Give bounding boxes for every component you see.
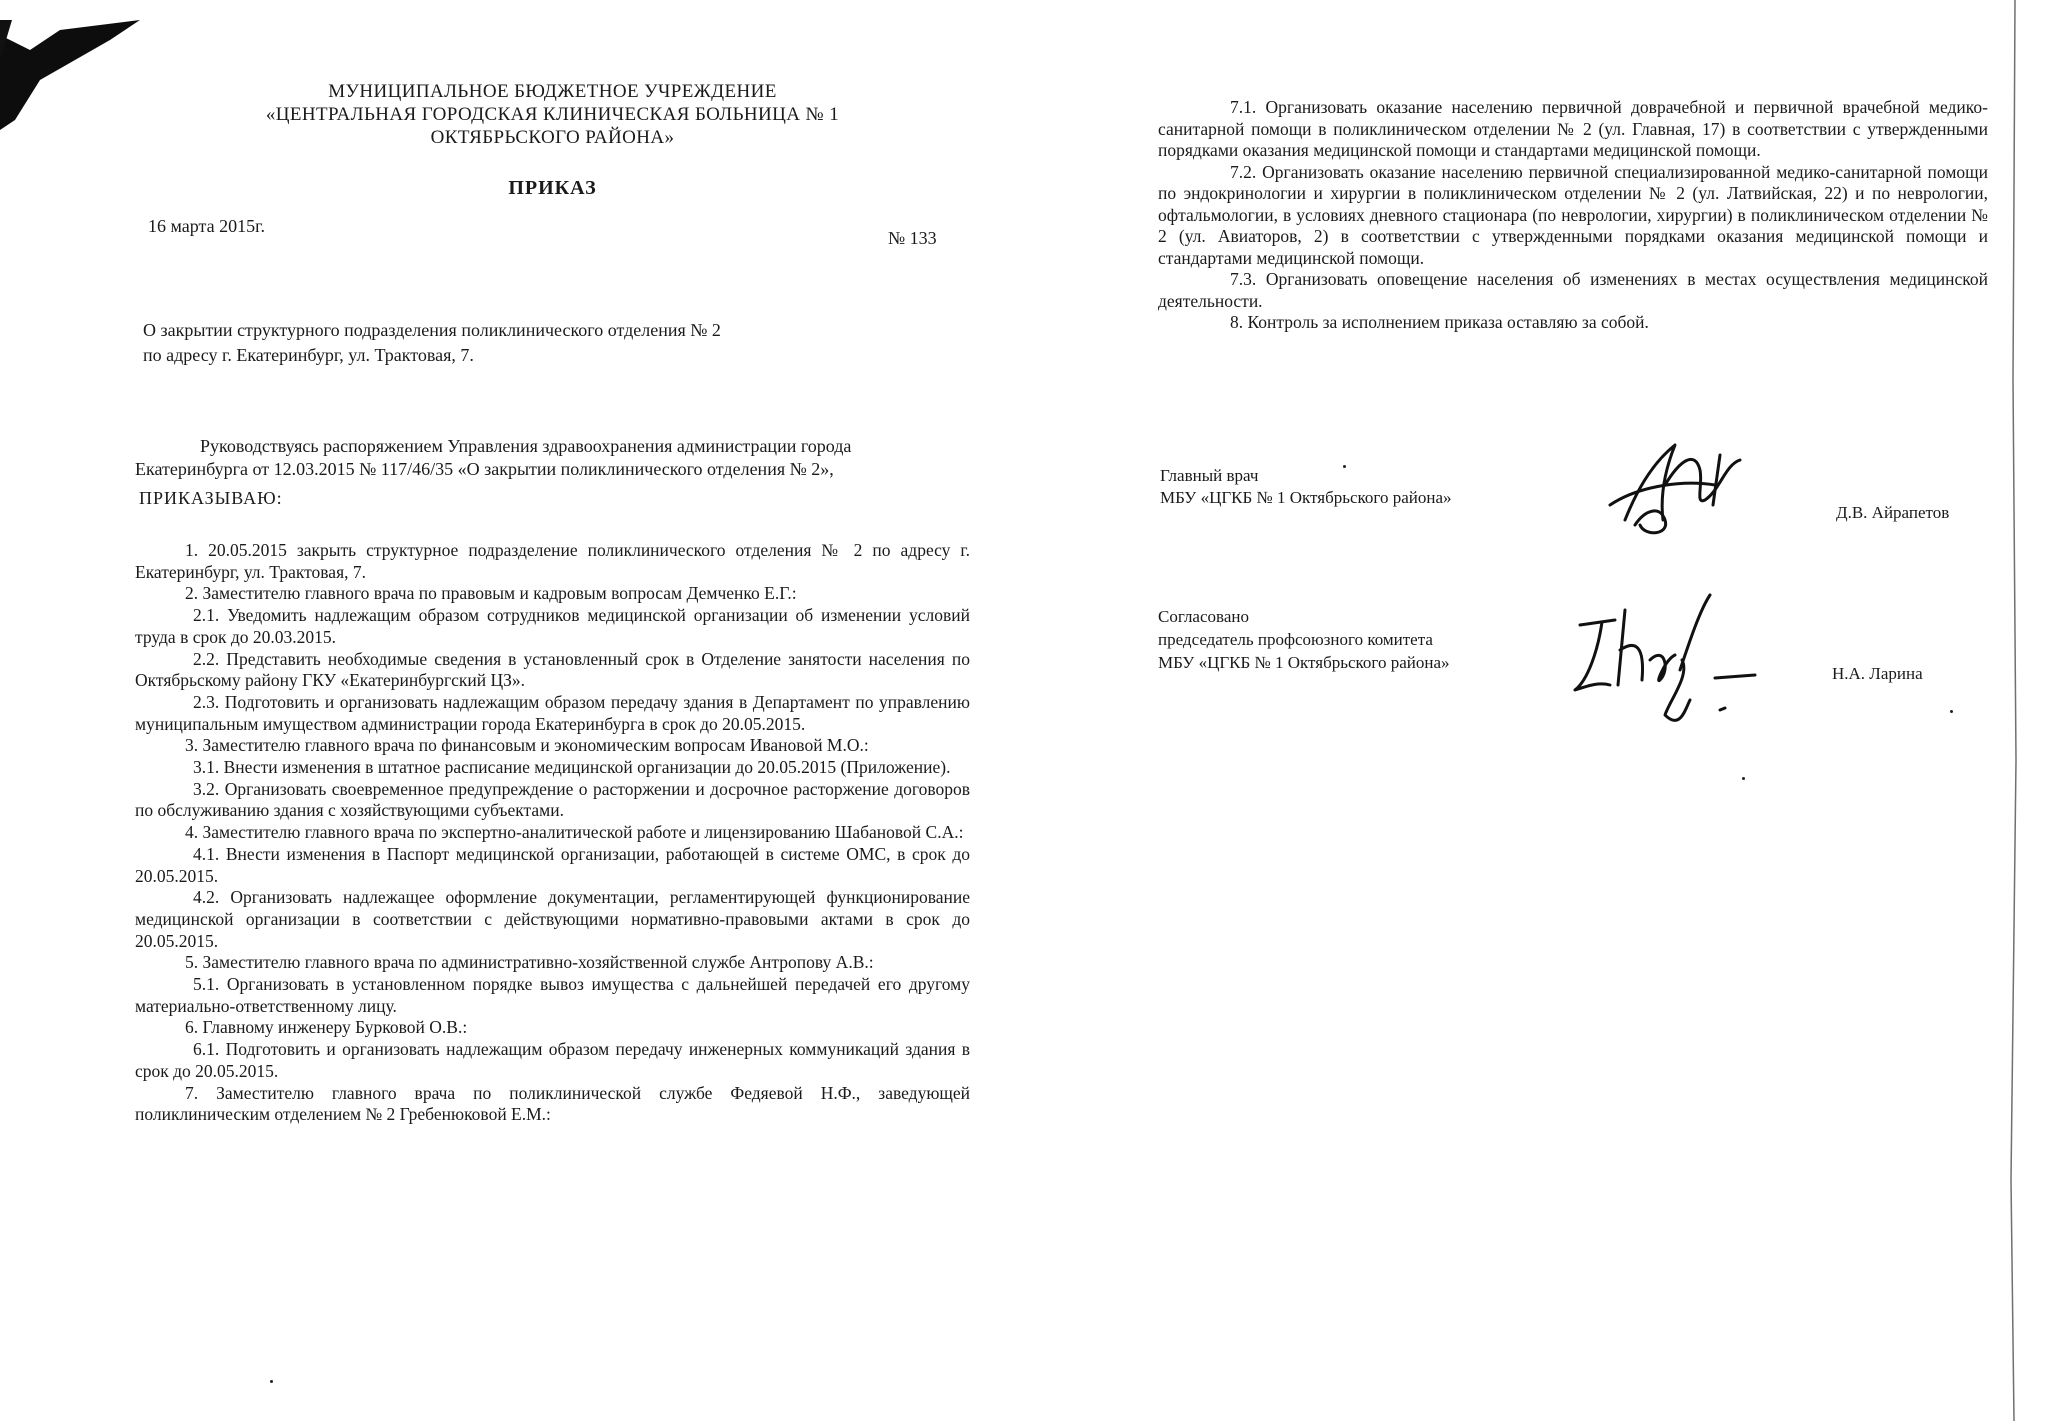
header-line-3: ОКТЯБРЬСКОГО РАЙОНА»	[430, 127, 675, 148]
paragraph-1: 1. 20.05.2015 закрыть структурное подразделение поликлинического отделения № 2 по адресу г. Екатеринбург, ул. Трактовая, 7.	[135, 540, 970, 582]
paragraph-2-1: 2.1. Уведомить надлежащим образом сотрудников медицинской организации об изменении условий труда в срок до 20.03.2015.	[135, 605, 970, 647]
paragraph-8: 8. Контроль за исполнением приказа оставляю за собой.	[1230, 312, 1649, 332]
left-page	[135, 80, 970, 1125]
paragraph-7: 7. Заместителю главного врача по поликлинической службе Федяевой Н.Ф., заведующей поликлиническим отделением № 2 Гребенюковой Е.М.:	[135, 1082, 970, 1125]
paragraph-7-3: 7.3. Организовать оповещение населения об изменениях в местах осуществления медицинской деятельности.	[1158, 269, 1988, 311]
paragraph-6-1: 6.1. Подготовить и организовать надлежащим образом передачу инженерных коммуникаций здания в срок до 20.05.2015.	[135, 1039, 970, 1081]
order-number: № 133	[888, 228, 937, 248]
subject-line-1: О закрытии структурного подразделения поликлинического отделения № 2	[143, 320, 721, 340]
scan-speck	[1950, 710, 1953, 713]
preamble-line-2: Екатеринбурга от 12.03.2015 № 117/46/35 «О закрытии поликлинического отделения № 2»,	[135, 459, 834, 479]
document-header	[135, 80, 970, 149]
order-command: ПРИКАЗЫВАЮ:	[139, 488, 283, 508]
paragraph-5-1: 5.1. Организовать в установленном порядке вывоз имущества с дальнейшей передачей его другому материально-ответственному лицу.	[135, 974, 970, 1016]
trade-union-signature	[1570, 590, 1760, 740]
paragraph-6: 6. Главному инженеру Бурковой О.В.:	[185, 1017, 468, 1038]
approval-line-1: Согласовано	[1158, 607, 1249, 626]
document-title: ПРИКАЗ	[508, 177, 597, 199]
chief-position-line-2: МБУ «ЦГКБ № 1 Октябрьского района»	[1160, 488, 1452, 507]
header-line-1: МУНИЦИПАЛЬНОЕ БЮДЖЕТНОЕ УЧРЕЖДЕНИЕ	[328, 81, 777, 102]
paragraph-4-2: 4.2. Организовать надлежащее оформление документации, регламентирующей функционирование медицинской организации в соответствии с действующими нормативно-правовыми актами в срок до 20.05.2015.	[135, 887, 970, 951]
scan-speck	[270, 1380, 273, 1383]
order-body-left	[135, 540, 970, 1126]
chief-doctor-name: Д.В. Айрапетов	[1836, 503, 1950, 522]
paragraph-3: 3. Заместителю главного врача по финансовым и экономическим вопросам Ивановой М.О.:	[185, 735, 869, 756]
page-edge-line	[2000, 0, 2030, 1421]
chief-doctor-position	[1160, 465, 1452, 509]
scan-speck	[1742, 777, 1745, 780]
chief-position-line-1: Главный врач	[1160, 466, 1259, 485]
header-line-2: «ЦЕНТРАЛЬНАЯ ГОРОДСКАЯ КЛИНИЧЕСКАЯ БОЛЬНИЦА № 1	[265, 104, 840, 125]
paragraph-4-1: 4.1. Внести изменения в Паспорт медицинской организации, работающей в системе ОМС, в срок до 20.05.2015.	[135, 843, 970, 886]
order-date: 16 марта 2015г.	[148, 216, 265, 236]
trade-union-approval	[1158, 605, 1450, 674]
subject-line-2: по адресу г. Екатеринбург, ул. Трактовая, 7.	[143, 345, 474, 365]
paragraph-7-1: 7.1. Организовать оказание населению первичной доврачебной и первичной врачебной медико-санитарной помощи в поликлиническом отделении № 2 (ул. Главная, 17) в соответствии с утвержденными порядками оказания медицинской помощи и стандартами медицинской помощи.	[1158, 97, 1988, 160]
scan-speck	[1343, 465, 1346, 468]
paragraph-2: 2. Заместителю главного врача по правовым и кадровым вопросам Демченко Е.Г.:	[185, 583, 797, 604]
paragraph-4: 4. Заместителю главного врача по экспертно-аналитической работе и лицензированию Шабановой С.А.:	[185, 822, 964, 843]
paragraph-5: 5. Заместителю главного врача по административно-хозяйственной службе Антропову А.В.:	[185, 952, 874, 973]
order-subject	[143, 318, 721, 368]
order-preamble	[135, 435, 970, 481]
approval-line-2: председатель профсоюзного комитета	[1158, 630, 1433, 649]
paragraph-3-1: 3.1. Внести изменения в штатное расписание медицинской организации до 20.05.2015 (Приложение).	[193, 757, 951, 778]
order-body-right	[1158, 97, 1988, 334]
paragraph-7-2: 7.2. Организовать оказание населению первичной специализированной медико-санитарной помощи по эндокринологии и хирургии в поликлиническом отделении № 2 (ул. Латвийская, 22) и по неврологии, офтальмологии, в условиях дневного стационара (по неврологии, хирургии) в поликлиническом отделении № 2 (ул. Авиаторов, 2) в соответствии с утвержденными порядками оказания медицинской помощи и стандартами медицинской помощи.	[1158, 161, 1988, 268]
approval-line-3: МБУ «ЦГКБ № 1 Октябрьского района»	[1158, 653, 1450, 672]
trade-union-chair-name: Н.А. Ларина	[1832, 664, 1923, 683]
paragraph-2-3: 2.3. Подготовить и организовать надлежащим образом передачу здания в Департамент по управлению муниципальным имуществом администрации города Екатеринбурга в срок до 20.05.2015.	[135, 691, 970, 734]
paragraph-2-2: 2.2. Представить необходимые сведения в установленный срок в Отделение занятости населения по Октябрьскому району ГКУ «Екатеринбургский ЦЗ».	[135, 648, 970, 691]
chief-doctor-signature	[1605, 425, 1765, 545]
preamble-line-1: Руководствуясь распоряжением Управления здравоохранения администрации города	[200, 436, 852, 456]
paragraph-3-2: 3.2. Организовать своевременное предупреждение о расторжении и досрочное расторжение договоров по обслуживанию здания с хозяйствующими субъектами.	[135, 778, 970, 821]
scan-corner-mark	[0, 20, 150, 130]
